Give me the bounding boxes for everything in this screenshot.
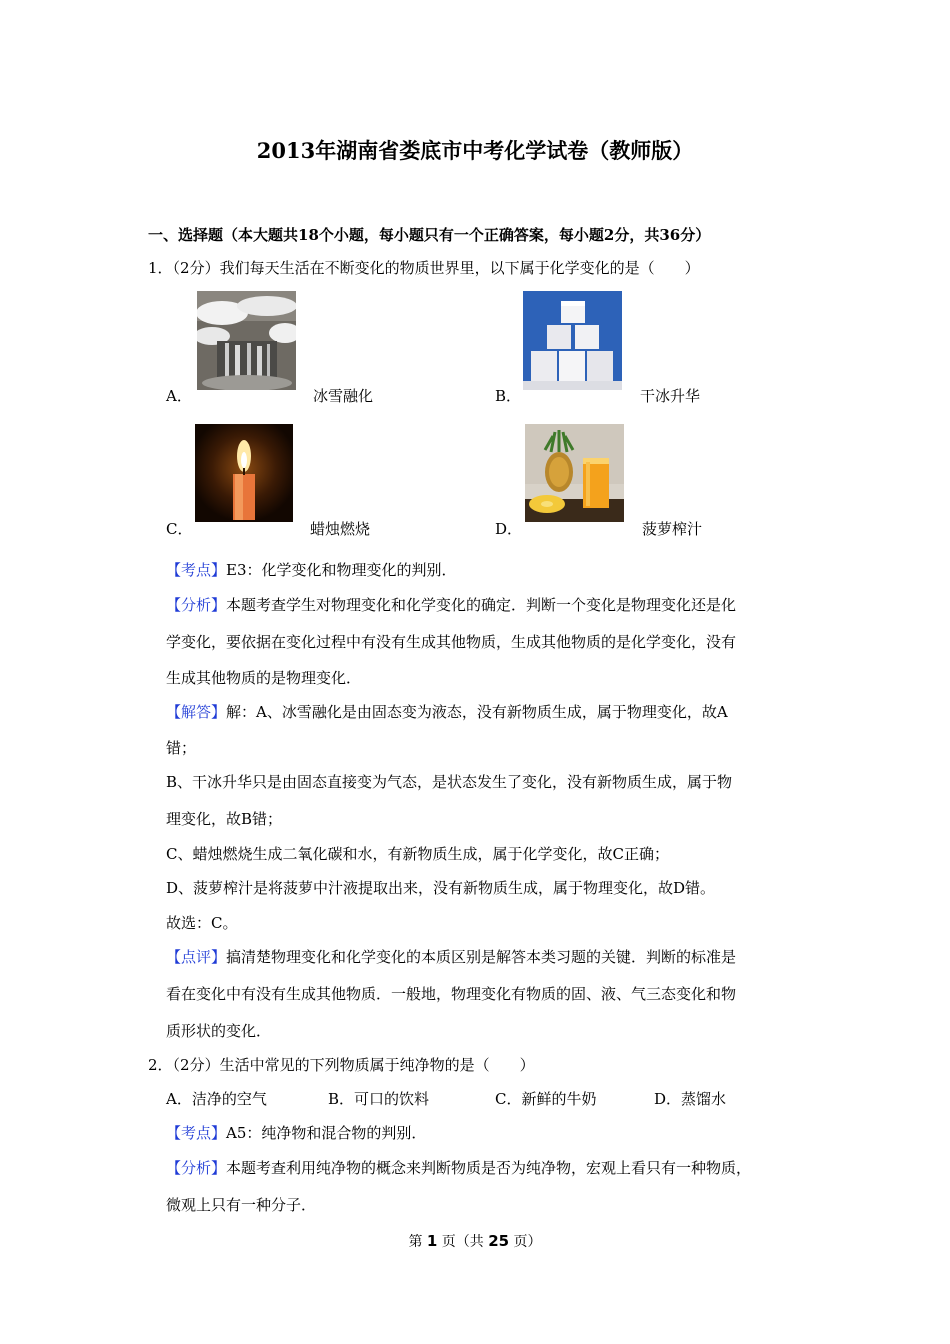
option-b-letter: B．: [495, 387, 522, 405]
kaodian-tag: 【考点】: [166, 561, 227, 579]
kaodian-tag: 【考点】: [166, 1124, 227, 1142]
q2-fenxi-line-2: 微观上只有一种分子．: [166, 1196, 317, 1214]
footer-prefix: 第: [408, 1234, 427, 1250]
q1-jieda-line-4: 理变化，故B错；: [166, 810, 283, 828]
q1-dianping-line-3: 质形状的变化．: [166, 1022, 272, 1040]
footer-suffix: 页）: [509, 1234, 542, 1250]
option-b-label: 干冰升华: [640, 387, 701, 405]
fenxi-tag: 【分析】: [166, 1159, 227, 1177]
option-c-letter: C．: [166, 520, 193, 538]
q2-option-a: A．洁净的空气: [166, 1090, 267, 1108]
q1-jieda-line-7: 故选：C。: [166, 914, 238, 932]
q1-jieda-line-1: [166, 701, 728, 722]
kaodian-text: A5：纯净物和混合物的判别．: [226, 1124, 427, 1142]
option-a-label: 冰雪融化: [313, 387, 374, 405]
q1-jieda-line-3: B、干冰升华只是由固态直接变为气态，是状态发生了变化，没有新物质生成，属于物: [166, 773, 733, 791]
page-number: 1: [426, 1232, 438, 1250]
fenxi-text: 本题考查学生对物理变化和化学变化的确定．判断一个变化是物理变化还是化: [226, 596, 737, 614]
q1-fenxi-line-3: 生成其他物质的是物理变化．: [166, 669, 362, 687]
dry-ice-image: [523, 291, 622, 390]
q1-kaodian: [166, 559, 457, 580]
dianping-tag: 【点评】: [166, 948, 227, 966]
page-title: 2013年湖南省娄底市中考化学试卷（教师版）: [256, 138, 694, 163]
option-d-letter: D．: [495, 520, 523, 538]
q1-fenxi-line-2: 学变化，要依据在变化过程中有没有生成其他物质，生成其他物质的是化学变化，没有: [166, 633, 737, 651]
kaodian-text: E3：化学变化和物理变化的判别．: [226, 561, 457, 579]
q1-jieda-line-2: 错；: [166, 739, 197, 757]
q2-fenxi-line-1: [166, 1157, 751, 1178]
q2-kaodian: [166, 1122, 426, 1143]
pineapple-juice-image: [525, 424, 624, 522]
q2-option-c: C．新鲜的牛奶: [495, 1090, 597, 1108]
q2-option-d: D．蒸馏水: [654, 1090, 727, 1108]
total-pages: 25: [488, 1232, 510, 1250]
q1-jieda-line-6: D、菠萝榨汁是将菠萝中汁液提取出来，没有新物质生成，属于物理变化，故D错。: [166, 879, 716, 897]
q2-option-b: B．可口的饮料: [328, 1090, 430, 1108]
option-c-label: 蜡烛燃烧: [310, 520, 371, 538]
question-1-stem: 1．（2分）我们每天生活在不断变化的物质世界里，以下属于化学变化的是（ ）: [148, 259, 700, 277]
q1-dianping-line-2: 看在变化中有没有生成其他物质．一般地，物理变化有物质的固、液、气三态变化和物: [166, 985, 737, 1003]
option-d-label: 菠萝榨汁: [642, 520, 703, 538]
page-footer: [0, 1231, 950, 1251]
section-heading: 一、选择题（本大题共18个小题，每小题只有一个正确答案，每小题2分，共36分）: [148, 226, 711, 244]
option-a-letter: A．: [166, 387, 192, 405]
question-2-stem: 2．（2分）生活中常见的下列物质属于纯净物的是（ ）: [148, 1056, 535, 1074]
jieda-tag: 【解答】: [166, 703, 227, 721]
fenxi-tag: 【分析】: [166, 596, 227, 614]
dianping-text: 搞清楚物理变化和化学变化的本质区别是解答本类习题的关键．判断的标准是: [226, 948, 737, 966]
jieda-text: 解：A、冰雪融化是由固态变为液态，没有新物质生成，属于物理变化，故A: [226, 703, 728, 721]
q1-jieda-line-5: C、蜡烛燃烧生成二氧化碳和水，有新物质生成，属于化学变化，故C正确；: [166, 845, 669, 863]
q1-fenxi-line-1: [166, 594, 736, 615]
fenxi-text: 本题考查利用纯净物的概念来判断物质是否为纯净物，宏观上看只有一种物质，: [226, 1159, 752, 1177]
footer-middle: 页（共: [437, 1234, 489, 1250]
snow-melting-image: [197, 291, 296, 390]
q1-dianping-line-1: [166, 946, 736, 967]
candle-image: [195, 424, 293, 522]
